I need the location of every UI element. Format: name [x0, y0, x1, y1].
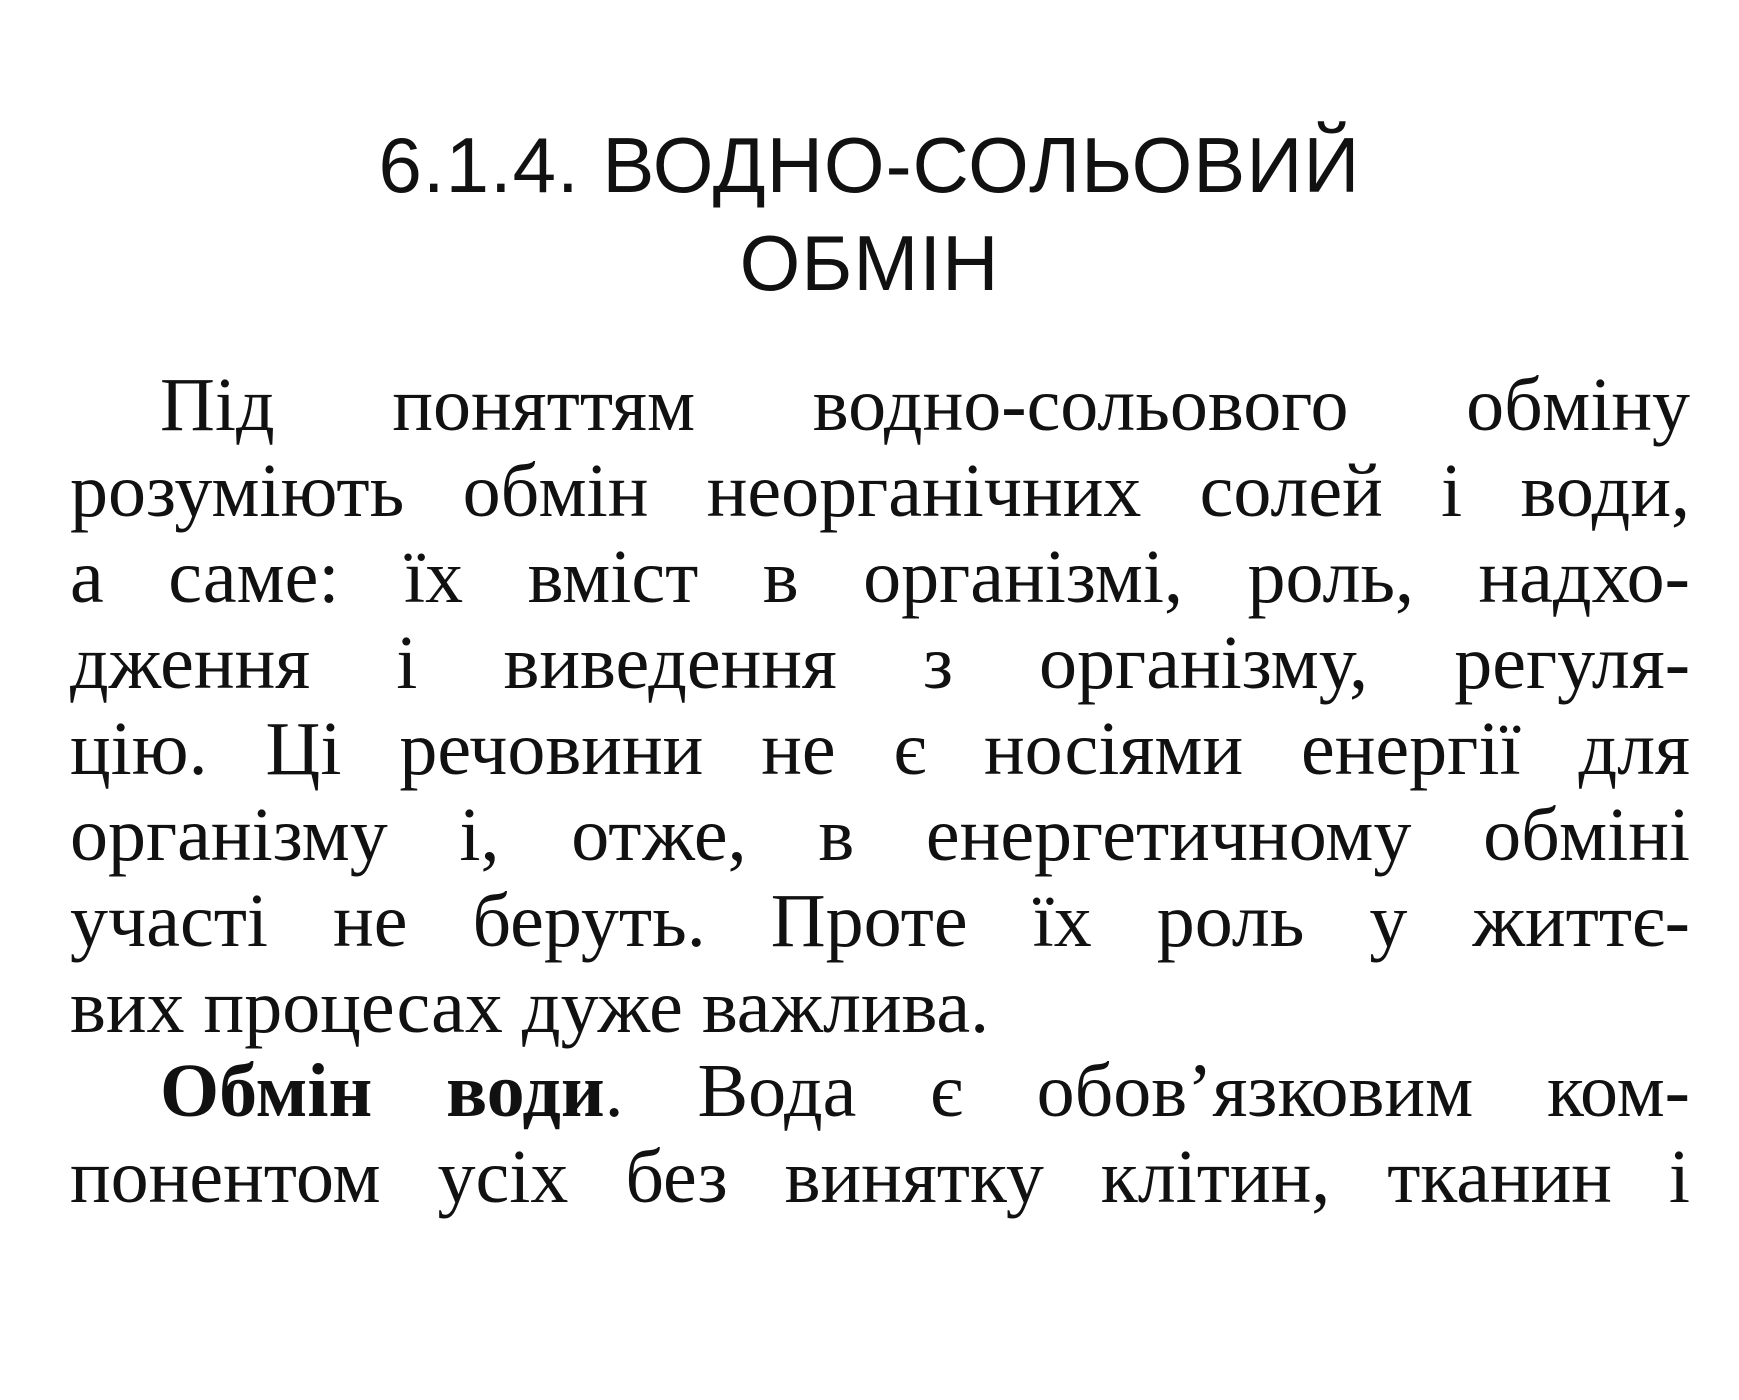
section-heading: 6.1.4. ВОДНО-СОЛЬОВИЙ — [378, 121, 1361, 209]
text-line — [70, 1046, 1690, 1136]
text-fragment: . Вода є обов’язковим ком- — [604, 1049, 1690, 1133]
text-line: понентом усіх без винятку клітин, тканин і — [70, 1135, 1690, 1219]
text-line: дження і виведення з організму, регуля- — [70, 621, 1690, 705]
text-line: цію. Ці речовини не є носіями енергії для — [70, 707, 1690, 791]
text-line: вих процесах дуже важлива. — [70, 965, 990, 1049]
term-water-metabolism: Обмін води — [160, 1049, 605, 1133]
text-line: організму і, отже, в енергетичному обміні — [70, 793, 1690, 877]
text-line: розуміють обмін неорганічних солей і води, — [70, 449, 1690, 533]
section-heading-continued: ОБМІН — [739, 219, 1000, 307]
text-line: а саме: їх вміст в організмі, роль, надхо- — [70, 535, 1690, 619]
text-line: участі не беруть. Проте їх роль у життє- — [70, 879, 1690, 963]
text-line: Під поняттям водно-сольового обміну — [160, 363, 1690, 447]
